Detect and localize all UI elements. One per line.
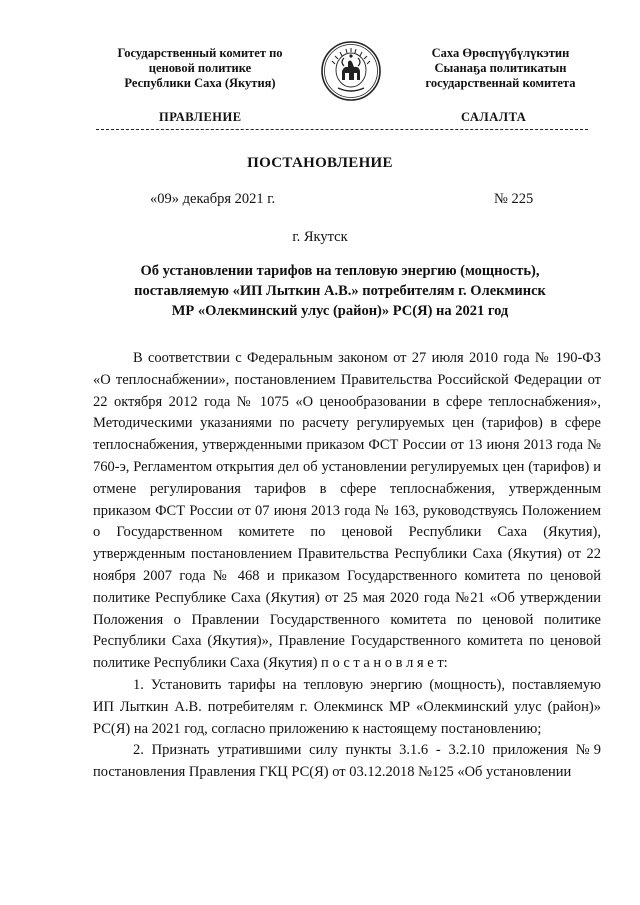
header-divider xyxy=(96,129,588,130)
issuer-line: Республики Саха (Якутия) xyxy=(124,76,276,90)
coat-of-arms-emblem xyxy=(320,40,382,102)
department-yakut: САЛАЛТА xyxy=(461,110,527,124)
preamble-paragraph: В соответствии с Федеральным законом от 27 июля 2010 года № 190-ФЗ «О теплоснабжении», постановлением Правительства Российской Федерации от 22 октября 2012 года № 1075 «О ценообразовании в сфере теплоснабжения», Методическими указаниями по расчету регулируемых цен (тарифов) в сфере теплоснабжения, утвержденными приказом ФСТ России от 13 июня 2013 года № 760-э, Регламентом открытия дел об установлении регулируемых цен (тарифов) и отмене регулирования тарифов в сфере теплоснабжения, утвержденным приказом ФСТ России от 07 июня 2013 года № 163, руководствуясь Положением о Государственном комитете по ценовой Республики Саха (Якутия), утвержденным постановлением Правительства Республики Саха (Якутия) от 22 ноября 2007 года № 468 и приказом Государственного комитета по ценовой политике Республике Саха (Якутия) от 25 мая 2020 года №21 «Об утверждении Положения о Правлении Государственного комитета по ценовой политике Республики Саха (Якутия)», Правление Государственного комитета по ценовой политике Республики Саха (Якутия) п о с т а н о в л я е т: xyxy=(93,350,601,672)
document-body xyxy=(93,348,601,784)
issuer-line: Саха Өрөспүүбүлүкэтин xyxy=(431,46,570,60)
issuer-line: Сыанаҕа политикатын xyxy=(434,61,567,75)
issuer-name-yakut xyxy=(398,46,603,91)
resolution-item-2: 2. Признать утратившими силу пункты 3.1.6 - 3.2.10 приложения №9 постановления Правления ГКЦ РС(Я) от 03.12.2018 №125 «Об установлении xyxy=(93,742,601,781)
resolution-item-1: 1. Установить тарифы на тепловую энергию (мощность), поставляемую ИП Лыткин А.В. потребителям г. Олекминск МР «Олекминский улус (район)» РС(Я) на 2021 год, согласно приложению к настоящему постановлению; xyxy=(93,676,601,737)
subject-line: МР «Олекминский улус (район)» РС(Я) на 2021 год xyxy=(171,303,509,319)
subject-line: поставляемую «ИП Лыткин А.В.» потребителям г. Олекминск xyxy=(134,283,546,299)
document-city: г. Якутск xyxy=(292,229,348,245)
document-date: «09» декабря 2021 г. xyxy=(150,191,276,207)
issuer-line: Государственный комитет по xyxy=(117,46,283,60)
document-title: ПОСТАНОВЛЕНИЕ xyxy=(247,155,393,171)
department-russian: ПРАВЛЕНИЕ xyxy=(159,110,242,124)
document-number: № 225 xyxy=(494,191,534,207)
document-subject xyxy=(80,261,600,321)
issuer-line: государственнай комитета xyxy=(425,76,576,90)
subject-line: Об установлении тарифов на тепловую энергию (мощность), xyxy=(140,263,540,279)
issuer-line: ценовой политике xyxy=(148,61,252,75)
issuer-name-russian xyxy=(100,46,300,91)
